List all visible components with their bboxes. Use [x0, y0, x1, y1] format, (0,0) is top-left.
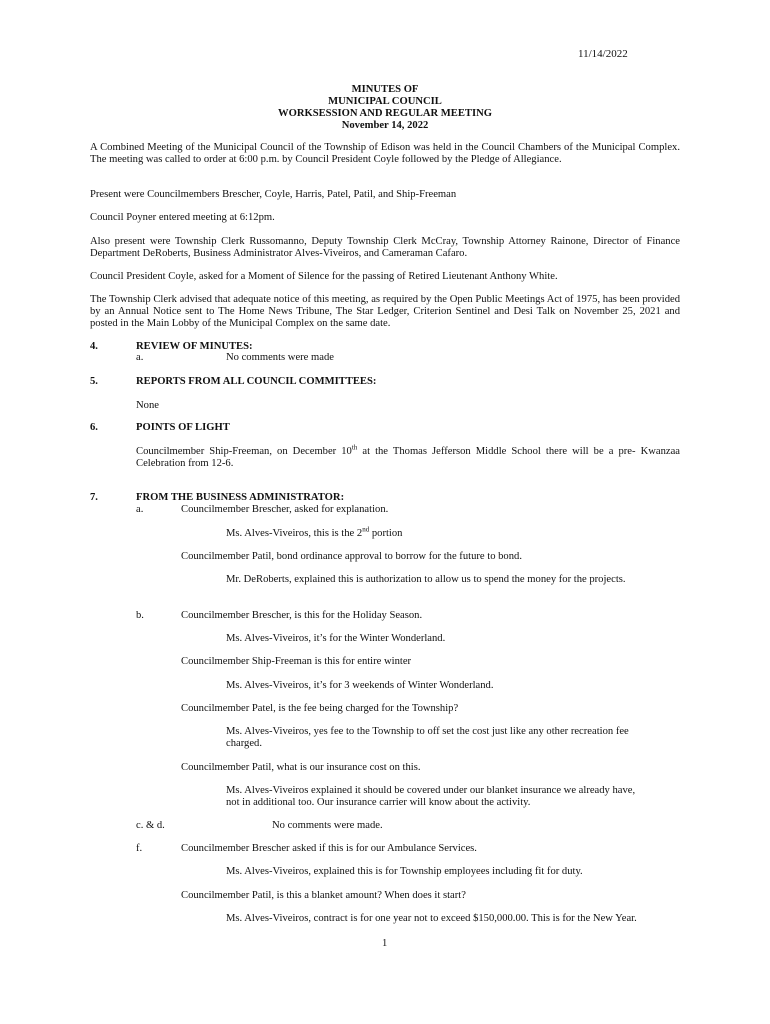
title-line-4: November 14, 2022 [341, 120, 429, 131]
section-6-number: 6. [90, 422, 98, 433]
section-7-item-b-label: b. [136, 610, 144, 621]
intro-paragraph-poyner: Council Poyner entered meeting at 6:12pm. [90, 212, 275, 223]
intro-paragraph-present: Present were Councilmembers Brescher, Coyle, Harris, Patel, Patil, and Ship-Freeman [90, 189, 457, 200]
section-7-b-line-4: Ms. Alves-Viveiros, it’s for 3 weekends of Winter Wonderland. [226, 680, 494, 691]
section-4-heading: REVIEW OF MINUTES: [136, 341, 253, 352]
section-5-number: 5. [90, 376, 98, 387]
section-7-b-line-2: Ms. Alves-Viveiros, it’s for the Winter Wonderland. [226, 633, 446, 644]
section-4-item-a-text: No comments were made [226, 352, 334, 363]
section-7-item-a-label: a. [136, 504, 144, 515]
intro-paragraph-call-to-order: A Combined Meeting of the Municipal Council of the Township of Edison was held in the Council Chambers of the Municipal Complex. The meeting was called to order at 6:00 p.m. by Council President Coyle followed by the Pledge of Allegiance. [90, 142, 680, 166]
title-line-2: MUNICIPAL COUNCIL [328, 96, 442, 107]
section-7-f-line-1: Councilmember Brescher asked if this is for our Ambulance Services. [181, 843, 477, 854]
section-6-text: Councilmember Ship-Freeman, on December 10th at the Thomas Jefferson Middle School there will be a pre- Kwanzaa Celebration from 12-6. [136, 443, 680, 470]
title-line-3: WORKSESSION AND REGULAR MEETING [278, 108, 492, 119]
intro-paragraph-also-present: Also present were Township Clerk Russomanno, Deputy Township Clerk McCray, Township Attorney Rainone, Director of Finance Department DeRoberts, Business Administrator Alves-Viveiros, and Cameraman Cafaro. [90, 236, 680, 260]
section-7-a-line-4: Mr. DeRoberts, explained this is authorization to allow us to spend the money for the projects. [226, 574, 626, 585]
section-7-a-line-3: Councilmember Patil, bond ordinance approval to borrow for the future to bond. [181, 551, 522, 562]
section-7-a-line-1: Councilmember Brescher, asked for explanation. [181, 504, 389, 515]
section-7-cd-text: No comments were made. [272, 820, 383, 831]
section-5-heading: REPORTS FROM ALL COUNCIL COMMITTEES: [136, 376, 377, 387]
section-7-heading: FROM THE BUSINESS ADMINISTRATOR: [136, 492, 345, 503]
title-line-1: MINUTES OF [351, 84, 419, 95]
section-7-b-line-5: Councilmember Patel, is the fee being charged for the Township? [181, 703, 459, 714]
section-7-b-line-1: Councilmember Brescher, is this for the Holiday Season. [181, 610, 423, 621]
section-7-f-line-4: Ms. Alves-Viveiros, contract is for one year not to exceed $150,000.00. This is for the New Year. [226, 913, 637, 924]
section-7-f-line-2: Ms. Alves-Viveiros, explained this is for Township employees including fit for duty. [226, 866, 583, 877]
section-4-number: 4. [90, 341, 98, 352]
section-7-b-line-6: Ms. Alves-Viveiros, yes fee to the Township to off set the cost just like any other recreation fee charged. [226, 726, 629, 750]
section-7-number: 7. [90, 492, 98, 503]
section-7-item-f-label: f. [136, 843, 143, 854]
section-6-heading: POINTS OF LIGHT [136, 422, 230, 433]
intro-paragraph-moment-of-silence: Council President Coyle, asked for a Moment of Silence for the passing of Retired Lieutenant Anthony White. [90, 271, 558, 282]
section-7-b-line-8: Ms. Alves-Viveiros explained it should be covered under our blanket insurance we already have, not in additional too. Our insurance carrier will know about the activity. [226, 785, 636, 809]
section-7-f-line-3: Councilmember Patil, is this a blanket amount? When does it start? [181, 890, 466, 901]
section-7-b-line-3: Councilmember Ship-Freeman is this for entire winter [181, 656, 412, 667]
section-7-b-line-7: Councilmember Patil, what is our insurance cost on this. [181, 762, 421, 773]
intro-paragraph-notice: The Township Clerk advised that adequate notice of this meeting, as required by the Open Public Meetings Act of 1975, has been provided by an Annual Notice sent to The Home News Tribune, The Star Ledger, Criterion Sentinel and Desi Talk on November 25, 2021 and posted in the Main Lobby of the Municipal Complex on the same date. [90, 294, 680, 330]
section-7-item-cd-label: c. & d. [136, 820, 165, 831]
section-7-a-line-2: Ms. Alves-Viveiros, this is the 2nd portion [226, 525, 403, 539]
section-5-text: None [136, 400, 159, 411]
section-4-item-a-label: a. [136, 352, 144, 363]
page-number: 1 [382, 938, 388, 949]
document-date: 11/14/2022 [578, 48, 628, 60]
